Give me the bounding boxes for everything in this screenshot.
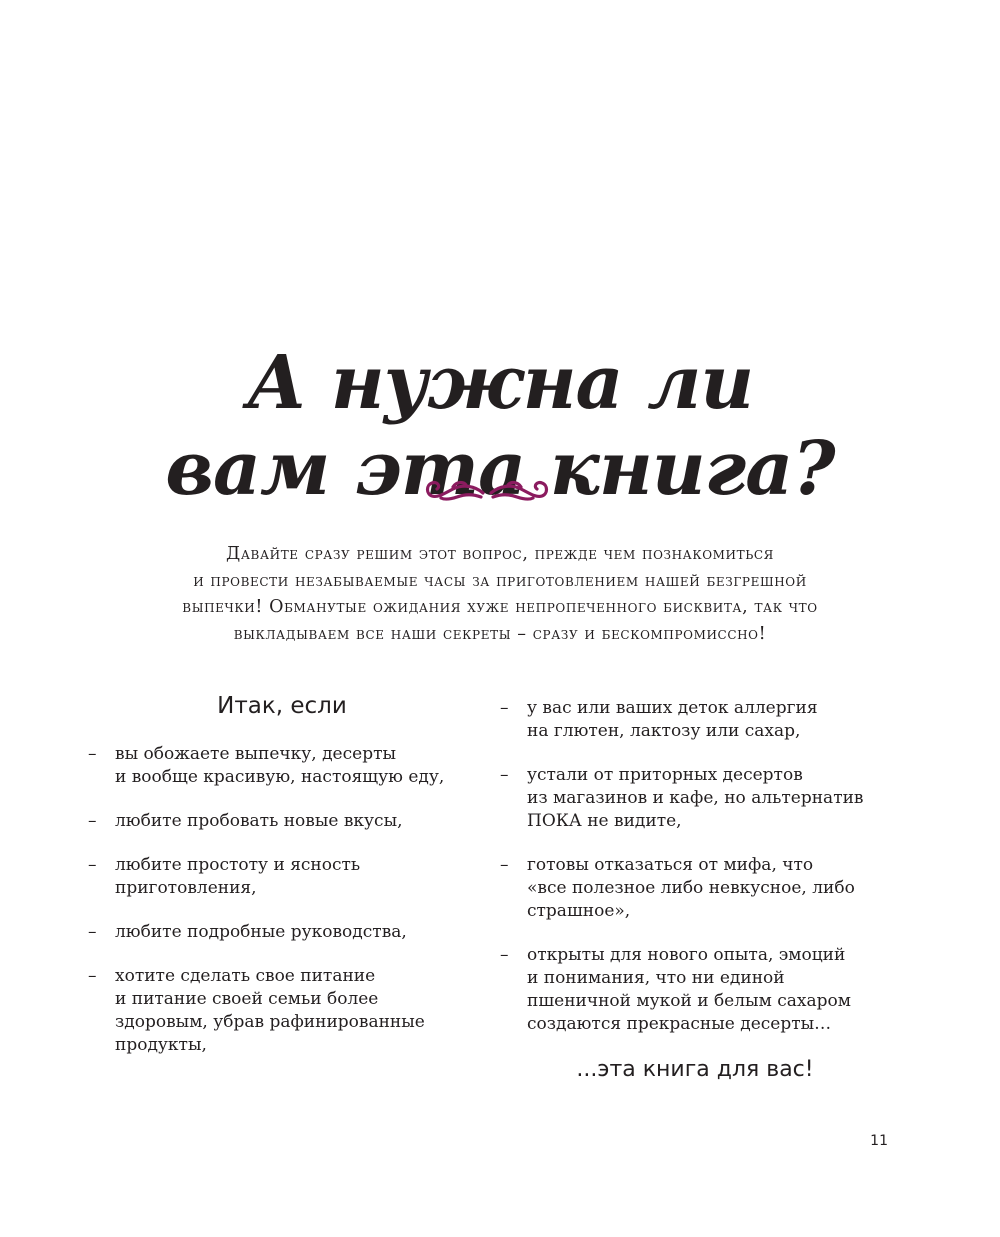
title-line-2: вам эта книга?: [165, 425, 835, 512]
intro-line: выпечки! Обманутые ожидания хуже непропеченного бисквита, так что: [182, 597, 818, 617]
list-item: – любите простоту и ясность приготовления,: [88, 854, 478, 900]
intro-line: выкладываем все наши секреты – сразу и бескомпромиссно!: [233, 623, 767, 644]
intro-line: Давайте сразу решим этот вопрос, прежде чем познакомиться: [226, 544, 774, 564]
flourish-ornament-icon: [423, 472, 551, 506]
list-item: – готовы отказаться от мифа, что «все полезное либо невкусное, либо страшное»,: [500, 854, 900, 923]
conclusion-text: ...эта книга для вас!: [576, 1057, 814, 1082]
intro-paragraph: [120, 541, 880, 647]
list-item: – любите пробовать новые вкусы,: [88, 810, 478, 833]
list-item: – любите подробные руководства,: [88, 921, 478, 944]
list-item: – вы обожаете выпечку, десерты и вообще красивую, настоящую еду,: [88, 743, 478, 789]
list-item: – у вас или ваших деток аллергия на глютен, лактозу или сахар,: [500, 697, 900, 743]
left-column-list: [88, 743, 478, 1078]
list-item: – открыты для нового опыта, эмоций и понимания, что ни единой пшеничной мукой и белым сахаром создаются прекрасные десерты…: [500, 944, 900, 1036]
page-number: 11: [870, 1133, 888, 1149]
title-line-1: А нужна ли: [246, 339, 754, 426]
list-item: – хотите сделать свое питание и питание своей семьи более здоровым, убрав рафинированные продукты,: [88, 965, 478, 1057]
intro-line: и провести незабываемые часы за приготовлением нашей безгрешной: [193, 570, 807, 591]
right-column-list: [500, 697, 900, 1057]
left-column-heading: Итак, если: [217, 693, 347, 719]
list-item: – устали от приторных десертов из магазинов и кафе, но альтернатив ПОКА не видите,: [500, 764, 900, 833]
